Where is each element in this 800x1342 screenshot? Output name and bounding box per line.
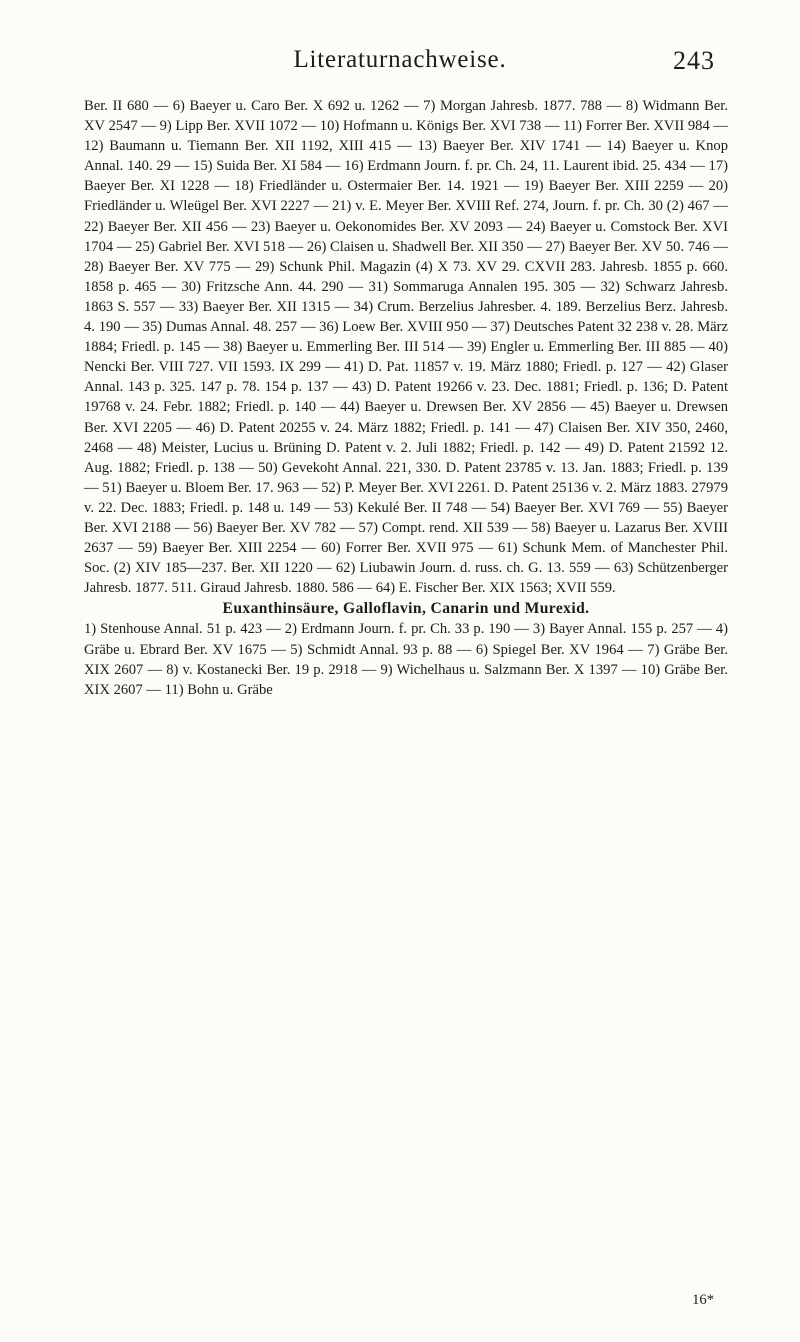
section-heading: Euxanthinsäure, Galloflavin, Canarin und Murexid. <box>222 600 590 618</box>
running-title: Literaturnachweise. <box>293 46 507 73</box>
references-paragraph-a: Ber. II 680 — 6) Baeyer u. Caro Ber. X 692 u. 1262 — 7) Morgan Jahresb. 1877. 788 — 8) Widmann Ber. XV 2547 — 9) Lipp Ber. XVII 1072 — 10) Hofmann u. Königs Ber. XVI 738 — 11) Forrer Ber. XVII 984 — 12) Baumann u. Tiemann Ber. XII 1192, XIII 415 — 13) Baeyer Ber. XIV 1741 — 14) Baeyer u. Knop Annal. 140. 29 — 15) Suida Ber. XI 584 — 16) Erdmann Journ. f. pr. Ch. 24, 11. Laurent ibid. 25. 434 — 17) Baeyer Ber. XI 1228 — 18) Friedländer u. Ostermaier Ber. 14. 1921 — 19) Baeyer Ber. XIII 2259 — 20) Friedländer u. Wleügel Ber. XVI 2227 — 21) v. E. Meyer Ber. XVIII Ref. 274, Journ. f. pr. Ch. 30 (2) 467 — 22) Baeyer Ber. XII 456 — 23) Baeyer u. Oekonomides Ber. XV 2093 — 24) Baeyer u. Comstock Ber. XVI 1704 — 25) Gabriel Ber. XVI 518 — 26) Claisen u. Shadwell Ber. XII 350 — 27) Baeyer Ber. XV 50. 746 — 28) Baeyer Ber. XV 775 — 29) Schunk Phil. Magazin (4) X 73. XV 29. CXVII 283. Jahresb. 1855 p. 660. 1858 p. 465 — 30) Fritzsche Ann. 44. 290 — 31) Sommaruga Annalen 195. 305 — 32) Schwarz Jahresb. 1863 S. 557 — 33) Baeyer Ber. XII 1315 — 34) Crum. Berzelius Jahresber. 4. 189. Berzelius Berz. Jahresb. 4. 190 — 35) Dumas Annal. 48. 257 — 36) Loew Ber. XVIII 950 — 37) Deutsches Patent 32 238 v. 28. März 1884; Friedl. p. 145 — 38) Baeyer u. Emmerling Ber. III 514 — 39) Engler u. Emmerling Ber. III 885 — 40) Nencki Ber. VIII 727. VII 1593. IX 299 — 41) D. Pat. 11857 v. 19. März 1880; Friedl. p. 127 — 42) Glaser Annal. 143 p. 325. 147 p. 78. 154 p. 137 — 43) D. Patent 19266 v. 23. Dec. 1881; Friedl. p. 136; D. Patent 19768 v. 24. Febr. 1882; Friedl. p. 140 — 44) Baeyer u. Drewsen Ber. XV 2856 — 45) Baeyer u. Drewsen Ber. XVI 2205 — 46) D. Patent 20255 v. 24. März 1882; Friedl. p. 141 — 47) Claisen Ber. XIV 350, 2460, 2468 — 48) Meister, Lucius u. Brüning D. Patent v. 2. Juli 1882; Friedl. p. 142 — 49) D. Patent 21592 12. Aug. 1882; Friedl. p. 138 — 50) Gevekoht Annal. 221, 330. D. Patent 23785 v. 13. Jan. 1883; Friedl. p. 139 — 51) Baeyer u. Bloem Ber. 17. 963 — 52) P. Meyer Ber. XVI 2261. D. Patent 25136 v. 2. März 1883. 27979 v. 22. Dec. 1883; Friedl. p. 148 u. 149 — 53) Kekulé Ber. II 748 — 54) Baeyer Ber. XVI 769 — 55) Baeyer Ber. XVI 2188 — 56) Baeyer Ber. XV 782 — 57) Compt. rend. XII 539 — 58) Baeyer u. Lazarus Ber. XVIII 2637 — 59) Baeyer Ber. XIII 2254 — 60) Forrer Ber. XVII 975 — 61) Schunk Mem. of Manchester Phil. Soc. (2) XIV 185—237. Ber. XII 1220 — 62) Liubawin Journ. d. russ. ch. G. 13. 559 — 63) Schützenberger Jahresb. 1877. 511. Giraud Jahresb. 1880. 586 — 64) E. Fischer Ber. XIX 1563; XVII 559. <box>84 98 728 597</box>
reference-list <box>84 96 728 700</box>
references-paragraph-b: 1) Stenhouse Annal. 51 p. 423 — 2) Erdmann Journ. f. pr. Ch. 33 p. 190 — 3) Bayer Annal. 155 p. 257 — 4) Gräbe u. Ebrard Ber. XV 1675 — 5) Schmidt Annal. 93 p. 88 — 6) Spiegel Ber. XV 1964 — 7) Gräbe Ber. XIX 2607 — 8) v. Kostanecki Ber. 19 p. 2918 — 9) Wichelhaus u. Salzmann Ber. X 1397 — 10) Gräbe Ber. XIX 2607 — 11) Bohn u. Gräbe <box>84 621 728 698</box>
page-number: 243 <box>673 46 715 75</box>
signature-mark: 16* <box>692 1292 714 1308</box>
page-header <box>0 46 800 86</box>
